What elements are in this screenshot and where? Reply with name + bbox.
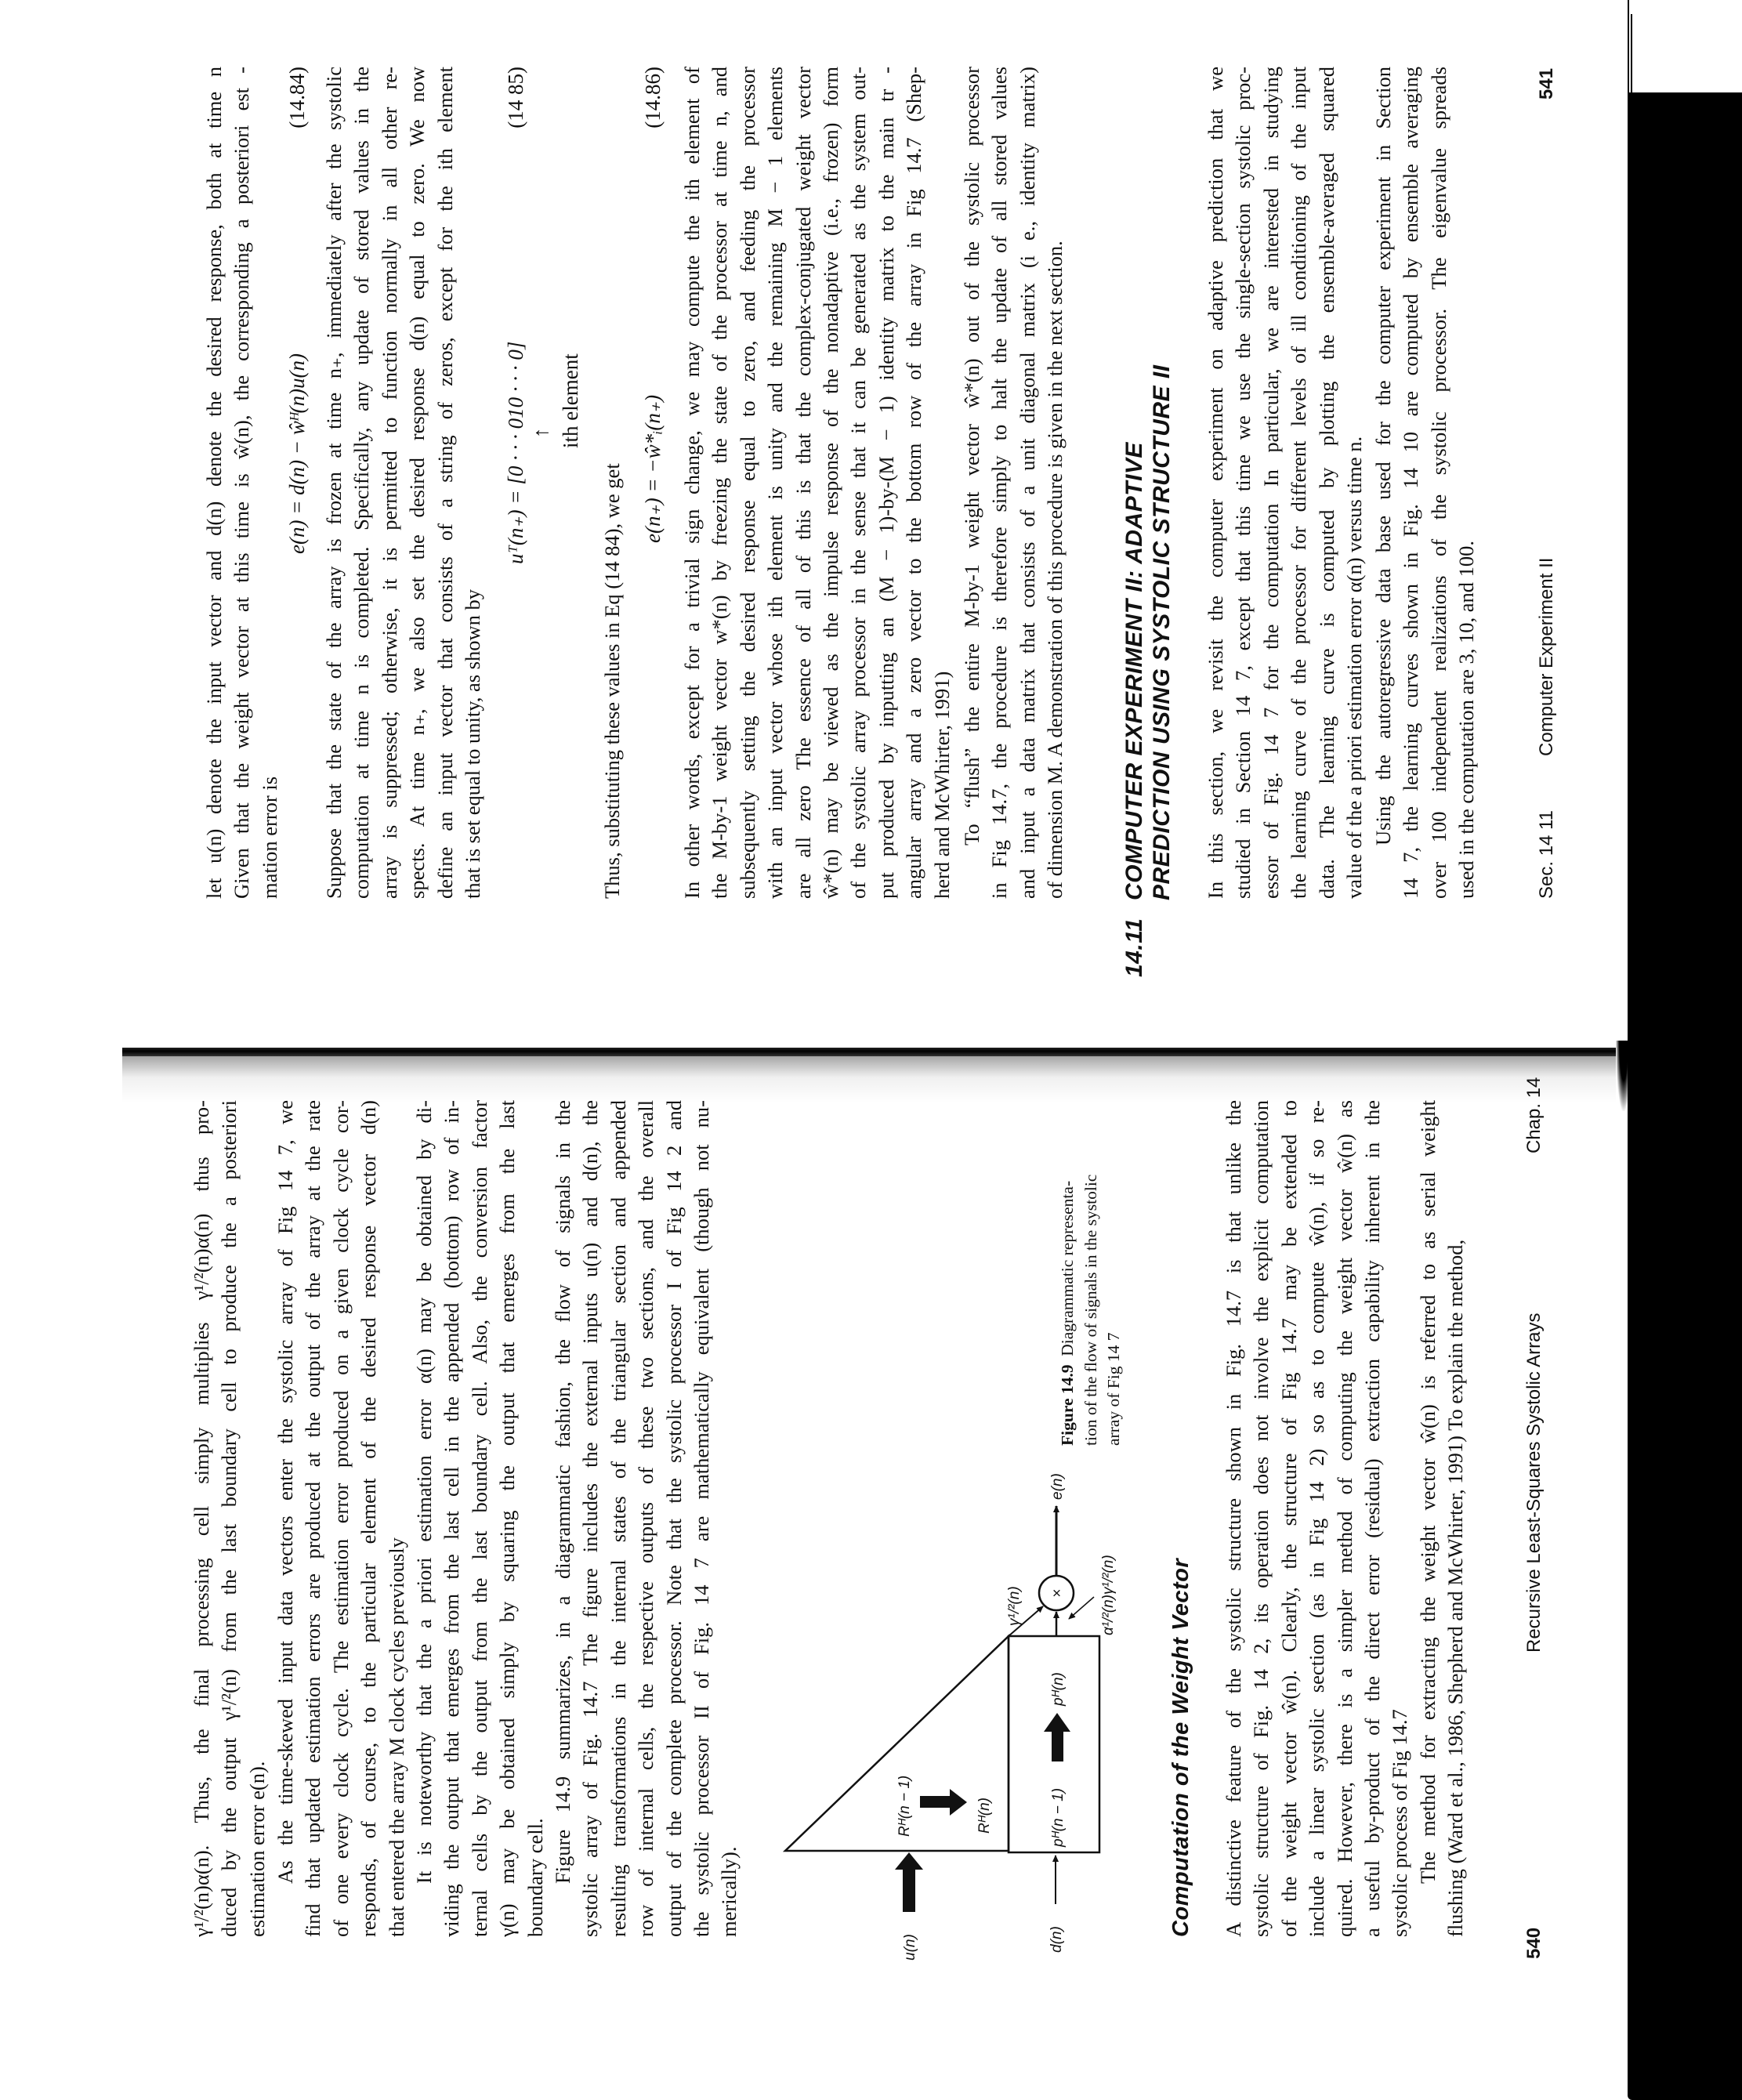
scanner-edge-line bbox=[1628, 0, 1629, 92]
text-line: with an input vector whose ith element is unity and the remaining M − 1 elements bbox=[762, 67, 789, 899]
caption-label: Figure 14.9 bbox=[1058, 1364, 1077, 1446]
text-line: of the systolic array processor in the sense that it can be generated as the system out- bbox=[845, 67, 872, 899]
input-d-label: d(n) bbox=[1048, 1926, 1065, 1953]
equation-annotation bbox=[527, 67, 555, 899]
text-line: duced by the output γ¹/²(n) from the last boundary cell to produce the a posteriori bbox=[215, 1100, 243, 1937]
text-line: output of the complete processor. Note that the systolic processor I of Fig 14 2 and bbox=[661, 1100, 688, 1937]
text-line: that is set equal to unity, as shown by bbox=[459, 67, 487, 899]
caption-line: tion of the flow of signals in the systolic bbox=[1080, 1175, 1103, 1446]
text-line: mation error is bbox=[256, 67, 284, 899]
section-title-line: COMPUTER EXPERIMENT II: ADAPTIVE bbox=[1121, 442, 1148, 900]
paragraph bbox=[679, 67, 956, 899]
text-line: Given that the weight vector at this time is ŵ(n), the corresponding a posteriori est - bbox=[228, 67, 255, 899]
text-line: systolic array of Fig. 14.7 The figure includes the external inputs u(n) and d(n), the bbox=[577, 1100, 604, 1937]
up-arrow-icon: ↑ bbox=[527, 428, 555, 439]
text-line: responds, of course, to the particular element of the desired response vector d(n) bbox=[355, 1100, 382, 1937]
text-line: let u(n) denote the input vector and d(n) denote the desired response, both at time n bbox=[201, 67, 228, 899]
text-line: It is noteworthy that the a priori estimation error α(n) may be obtained by di- bbox=[411, 1100, 438, 1937]
equation-expression: e(n₊) = −ŵ*ᵢ(n₊) bbox=[639, 395, 667, 543]
text-line: Figure 14.9 summarizes, in a diagrammatic fashion, the flow of signals in the bbox=[549, 1100, 577, 1937]
text-line: A distinctive feature of the systolic structure shown in Fig. 14.7 is that unlike the bbox=[1220, 1100, 1248, 1937]
text-line: In other words, except for a trivial sign change, we may compute the ith element of bbox=[679, 67, 706, 899]
equation-annotation bbox=[556, 67, 585, 899]
text-line: are all zero The essence of all of this is that the complex-conjugated weight vector bbox=[790, 67, 817, 899]
text-line: the M-by-1 weight vector w*(n) by freezing the state of the processor at time n, and bbox=[706, 67, 733, 899]
text-line: To “flush” the entire M-by-1 weight vector ŵ*(n) out of the systolic processor bbox=[958, 67, 986, 899]
output-e-label: e(n) bbox=[1049, 1473, 1066, 1500]
text-line: systolic structure of Fig. 14 2, its operation does not involve the explicit computation bbox=[1248, 1100, 1275, 1937]
equation-14-85 bbox=[502, 67, 530, 899]
text-line: subsequently setting the desired response equal to zero, and feeding the processor bbox=[734, 67, 762, 899]
section-number: 14.11 bbox=[1121, 918, 1148, 977]
text-line: Suppose that the state of the array is frozen at time n₊, immediately after the systolic bbox=[321, 67, 348, 899]
chapter-label: Chap. 14 bbox=[1523, 1077, 1546, 1153]
paragraph bbox=[201, 67, 284, 899]
text-line: spects. At time n₊, we also set the desired response d(n) equal to zero. We now bbox=[404, 67, 431, 899]
text-line: data. The learning curve is computed by plotting the ensemble-averaged squared bbox=[1313, 67, 1341, 899]
text-line: resulting transformations in the internal states of the triangular section and appended bbox=[605, 1100, 632, 1937]
text-line: ternal cells by the output from the last boundary cell. Also, the conversion factor bbox=[466, 1100, 494, 1937]
text-line: boundary cell. bbox=[522, 1100, 549, 1937]
paragraph bbox=[599, 67, 626, 899]
r-prev-label: Rᴴ(n − 1) bbox=[896, 1776, 913, 1837]
text-line: computation at time n is completed. Specifically, any update of stored values in the bbox=[348, 67, 375, 899]
text-line: row of internal cells, the respective outputs of these two sections, and the overall bbox=[632, 1100, 660, 1937]
text-line: merically). bbox=[715, 1100, 743, 1937]
text-line: flushing (Ward et al., 1986, Shepherd and McWhirter, 1991) To explain the method, bbox=[1442, 1100, 1469, 1937]
gamma-label: γ¹/²(n) bbox=[1006, 1586, 1023, 1626]
running-title: Computer Experiment II bbox=[1535, 558, 1559, 756]
text-line: array is suppressed; otherwise, it is permitted to function normally in all other re- bbox=[376, 67, 404, 899]
p-prev-label: pᴴ(n − 1) bbox=[1050, 1788, 1067, 1848]
text-line: put produced by inputting an (M − 1)-by-(M − 1) identity matrix to the main tr - bbox=[873, 67, 900, 899]
caption-line: array of Fig 14 7 bbox=[1103, 1175, 1126, 1446]
text-line: As the time-skewed input data vectors enter the systolic array of Fig 14 7, we bbox=[272, 1100, 299, 1937]
page-number: 541 bbox=[1535, 68, 1559, 100]
text-line: 14 7, the learning curves shown in Fig. 14 10 are computed by ensemble averaging bbox=[1397, 67, 1425, 899]
text-line: γ(n) may be obtained simply by squaring the output that emerges from the last bbox=[494, 1100, 521, 1937]
text-line: and input a data matrix that consists of a unit diagonal matrix (i e., identity matrix) bbox=[1014, 67, 1041, 899]
alpha-gamma-label: α¹/²(n)γ¹/²(n) bbox=[1100, 1555, 1117, 1635]
paragraph bbox=[1370, 67, 1481, 899]
r-curr-label: Rᴴ(n) bbox=[976, 1798, 993, 1834]
equation-expression: e(n) = d(n) − ŵᴴ(n)u(n) bbox=[283, 353, 311, 554]
equation-number: (14.86) bbox=[639, 67, 667, 129]
text-line: quired. However, there is a simpler method of computing the weight vector ŵ(n) as bbox=[1331, 1100, 1359, 1937]
text-line: used in the computation are 3, 10, and 100. bbox=[1453, 67, 1480, 899]
input-u-label: u(n) bbox=[902, 1934, 918, 1961]
thick-arrow-icon bbox=[895, 1852, 923, 1912]
text-line: γ¹/²(n)α(n). Thus, the final processing cell simply multiplies γ¹/²(n)α(n) thus pro- bbox=[188, 1100, 215, 1937]
text-line: the learning curve of the processor for different levels of ill conditioning of the input bbox=[1285, 67, 1313, 899]
text-line: of dimension M. A demonstration of this procedure is given in the next section. bbox=[1041, 67, 1069, 899]
text-line: Using the autoregressive data base used for the computer experiment in Section bbox=[1370, 67, 1397, 899]
page-541 bbox=[0, 67, 1742, 899]
multiply-icon: × bbox=[1049, 1588, 1066, 1597]
page-number: 540 bbox=[1523, 1928, 1546, 1959]
ith-element-note: ith element bbox=[556, 353, 585, 448]
text-line: estimation error e(n). bbox=[244, 1100, 271, 1937]
text-line: Thus, substituting these values in Eq (14 84), we get bbox=[599, 67, 626, 899]
book-spread bbox=[0, 0, 1742, 2100]
text-line: essor of Fig. 14 7 for the computation In particular, we are interested in studying bbox=[1258, 67, 1285, 899]
text-line: ŵ*(n) may be viewed as the impulse response of the nonadaptive (i.e., frozen) form bbox=[817, 67, 845, 899]
section-label: Sec. 14 11 bbox=[1535, 810, 1559, 899]
text-line: value of the a priori estimation error α(n) versus time n. bbox=[1341, 67, 1368, 899]
text-line: of one every clock cycle. The estimation error produced on a given clock cycle cor- bbox=[328, 1100, 355, 1937]
text-line: of the weight vector ŵ(n). Clearly, the structure of Fig 14.7 may be extended to bbox=[1276, 1100, 1303, 1937]
text-line: the systolic processor II of Fig. 14 7 are mathematically equivalent (though not nu- bbox=[688, 1100, 715, 1937]
equation-number: (14 85) bbox=[502, 67, 530, 129]
subsection-heading: Computation of the Weight Vector bbox=[1168, 1559, 1195, 1937]
section-title-line: PREDICTION USING SYSTOLIC STRUCTURE II bbox=[1148, 365, 1175, 901]
scanner-edge-line bbox=[1631, 14, 1632, 92]
equation-14-84 bbox=[283, 67, 311, 899]
text-line: angular array and a zero vector to the bottom row of the array in Fig 14.7 (Shep- bbox=[900, 67, 928, 899]
text-line: In this section, we revisit the computer experiment on adaptive prediction that we bbox=[1202, 67, 1230, 899]
equation-number: (14.84) bbox=[283, 67, 311, 129]
running-title: Recursive Least-Squares Systolic Arrays bbox=[1523, 1313, 1546, 1653]
text-line: include a linear systolic section (as in Fig 14 2) so as to compute ŵ(n), if so re- bbox=[1303, 1100, 1331, 1937]
thick-arrow-down-icon bbox=[920, 1789, 967, 1816]
text-line: a useful by-product of the direct error (residual) extraction capability inherent in the bbox=[1359, 1100, 1386, 1937]
thick-arrow-right-icon bbox=[1044, 1713, 1070, 1761]
equation-expression: uᵀ(n₊) = [0 · · · 010 · · · 0] bbox=[502, 342, 530, 564]
paragraph bbox=[321, 67, 487, 899]
paragraph bbox=[958, 67, 1070, 899]
p-curr-label: pᴴ(n) bbox=[1050, 1672, 1067, 1707]
text-line: over 100 independent realizations of the systolic processor. The eigenvalue spreads bbox=[1425, 67, 1453, 899]
paragraph bbox=[1202, 67, 1368, 899]
text-line: viding the output that emerges from the last cell in the appended (bottom) row of in- bbox=[438, 1100, 465, 1937]
text-line: The method for extracting the weight vector ŵ(n) is referred to as serial weight bbox=[1414, 1100, 1442, 1937]
scanner-black-border bbox=[1628, 92, 1742, 2100]
equation-14-86 bbox=[639, 67, 667, 899]
text-line: in Fig 14.7, the procedure is therefore simply to halt the update of all stored values bbox=[986, 67, 1013, 899]
text-line: find that updated estimation errors are produced at the output of the array at the rate bbox=[299, 1100, 327, 1937]
text-line: that entered the array M clock cycles previously bbox=[383, 1100, 411, 1937]
caption-line: Diagrammatic representa- bbox=[1058, 1181, 1077, 1356]
text-line: herd and McWhirter, 1991) bbox=[929, 67, 956, 899]
text-line: systolic process of Fig 14.7 bbox=[1386, 1100, 1414, 1937]
text-line: studied in Section 14 7, except that this time we use the single-section systolic proc- bbox=[1230, 67, 1257, 899]
text-line: define an input vector that consists of a string of zeros, except for the ith element bbox=[432, 67, 459, 899]
